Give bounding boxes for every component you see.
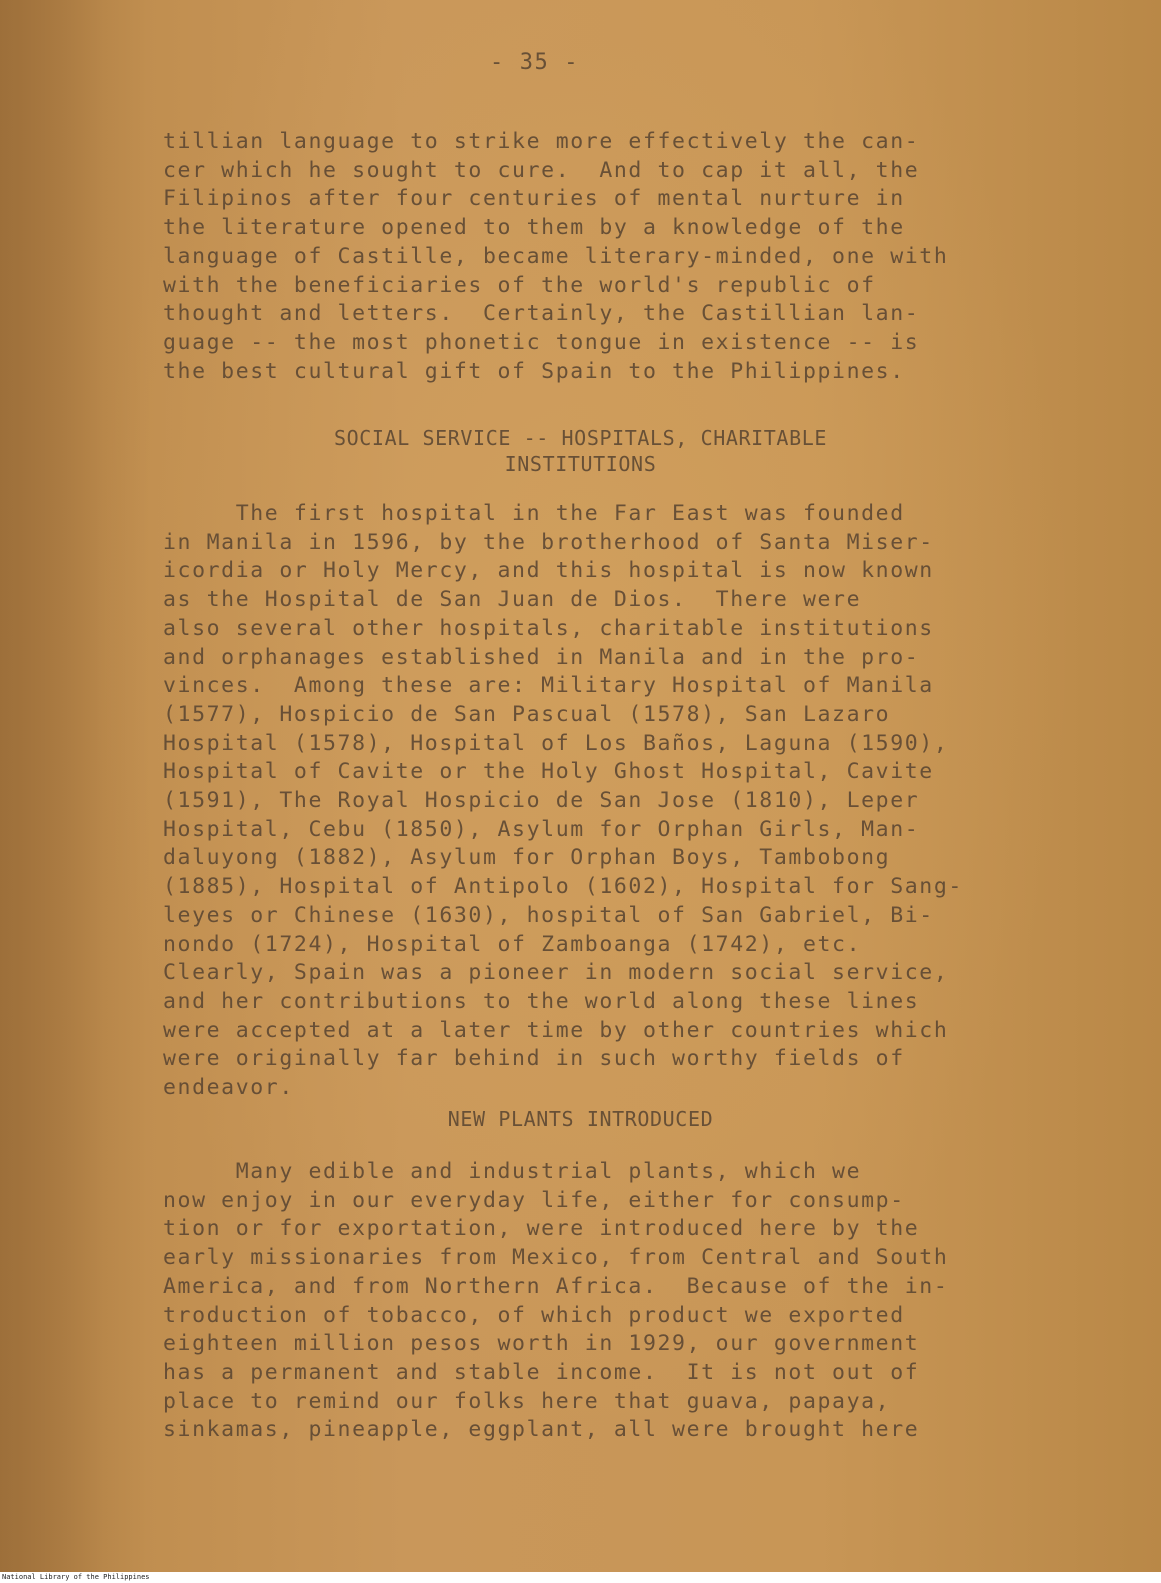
section-heading-new-plants: NEW PLANTS INTRODUCED (447, 1107, 714, 1131)
section-heading-social-service: SOCIAL SERVICE -- HOSPITALS, CHARITABLE INSTITUTIONS (334, 426, 827, 476)
paragraph-hospitals: The first hospital in the Far East was founded in Manila in 1596, by the brotherhood of Santa Miser- icordia or Holy Mercy, and this hospital is now known as the Hospital de San Juan de Dios. There were also several other hospitals, charitable institutions and orphanages established in Manila and in the pro- vinces. Among these are: Military Hospital of Manila (1577), Hospicio de San Pascual (1578), San Lazaro Hospital (1578), Hospital of Los Baños, Laguna (1590), Hospital of Cavite or the Holy Ghost Hospital, Cavite (1591), The Royal Hospicio de San Jose (1810), Leper Hospital, Cebu (1850), Asylum for Orphan Girls, Man- daluyong (1882), Asylum for Orphan Boys, Tambobong (1885), Hospital of Antipolo (1602), Hospital for Sang- leyes or Chinese (1630), hospital of San Gabriel, Bi- nondo (1724), Hospital of Zamboanga (1742), etc. Clearly, Spain was a pioneer in modern social service, and her contributions to the world along these lines were accepted at a later time by other countries which were originally far behind in such worthy fields of endeavor. (163, 501, 963, 1101)
footer-note: National Library of the Philippines (2, 1573, 150, 1581)
footer-strip (0, 1572, 1161, 1583)
paragraph-new-plants: Many edible and industrial plants, which we now enjoy in our everyday life, either for consump- tion or for exportation, were introduced here by the early missionaries from Mexico, from Central and South America, and from Northern Africa. Because of the in- troduction of tobacco, of which product we exported eighteen million pesos worth in 1929, our government has a permanent and stable income. It is not out of place to remind our folks here that guava, papaya, sinkamas, pineapple, eggplant, all were brought here (163, 1159, 949, 1443)
page-number: - 35 - (490, 50, 580, 75)
paragraph-castillian-language: tillian language to strike more effectively the can- cer which he sought to cure. And to cap it all, the Filipinos after four centuries of mental nurture in the literature opened to them by a knowledge of the language of Castille, became literary-minded, one with with the beneficiaries of the world's republic of thought and letters. Certainly, the Castillian lan- guage -- the most phonetic tongue in existence -- is the best cultural gift of Spain to the Philippines. (163, 129, 949, 384)
